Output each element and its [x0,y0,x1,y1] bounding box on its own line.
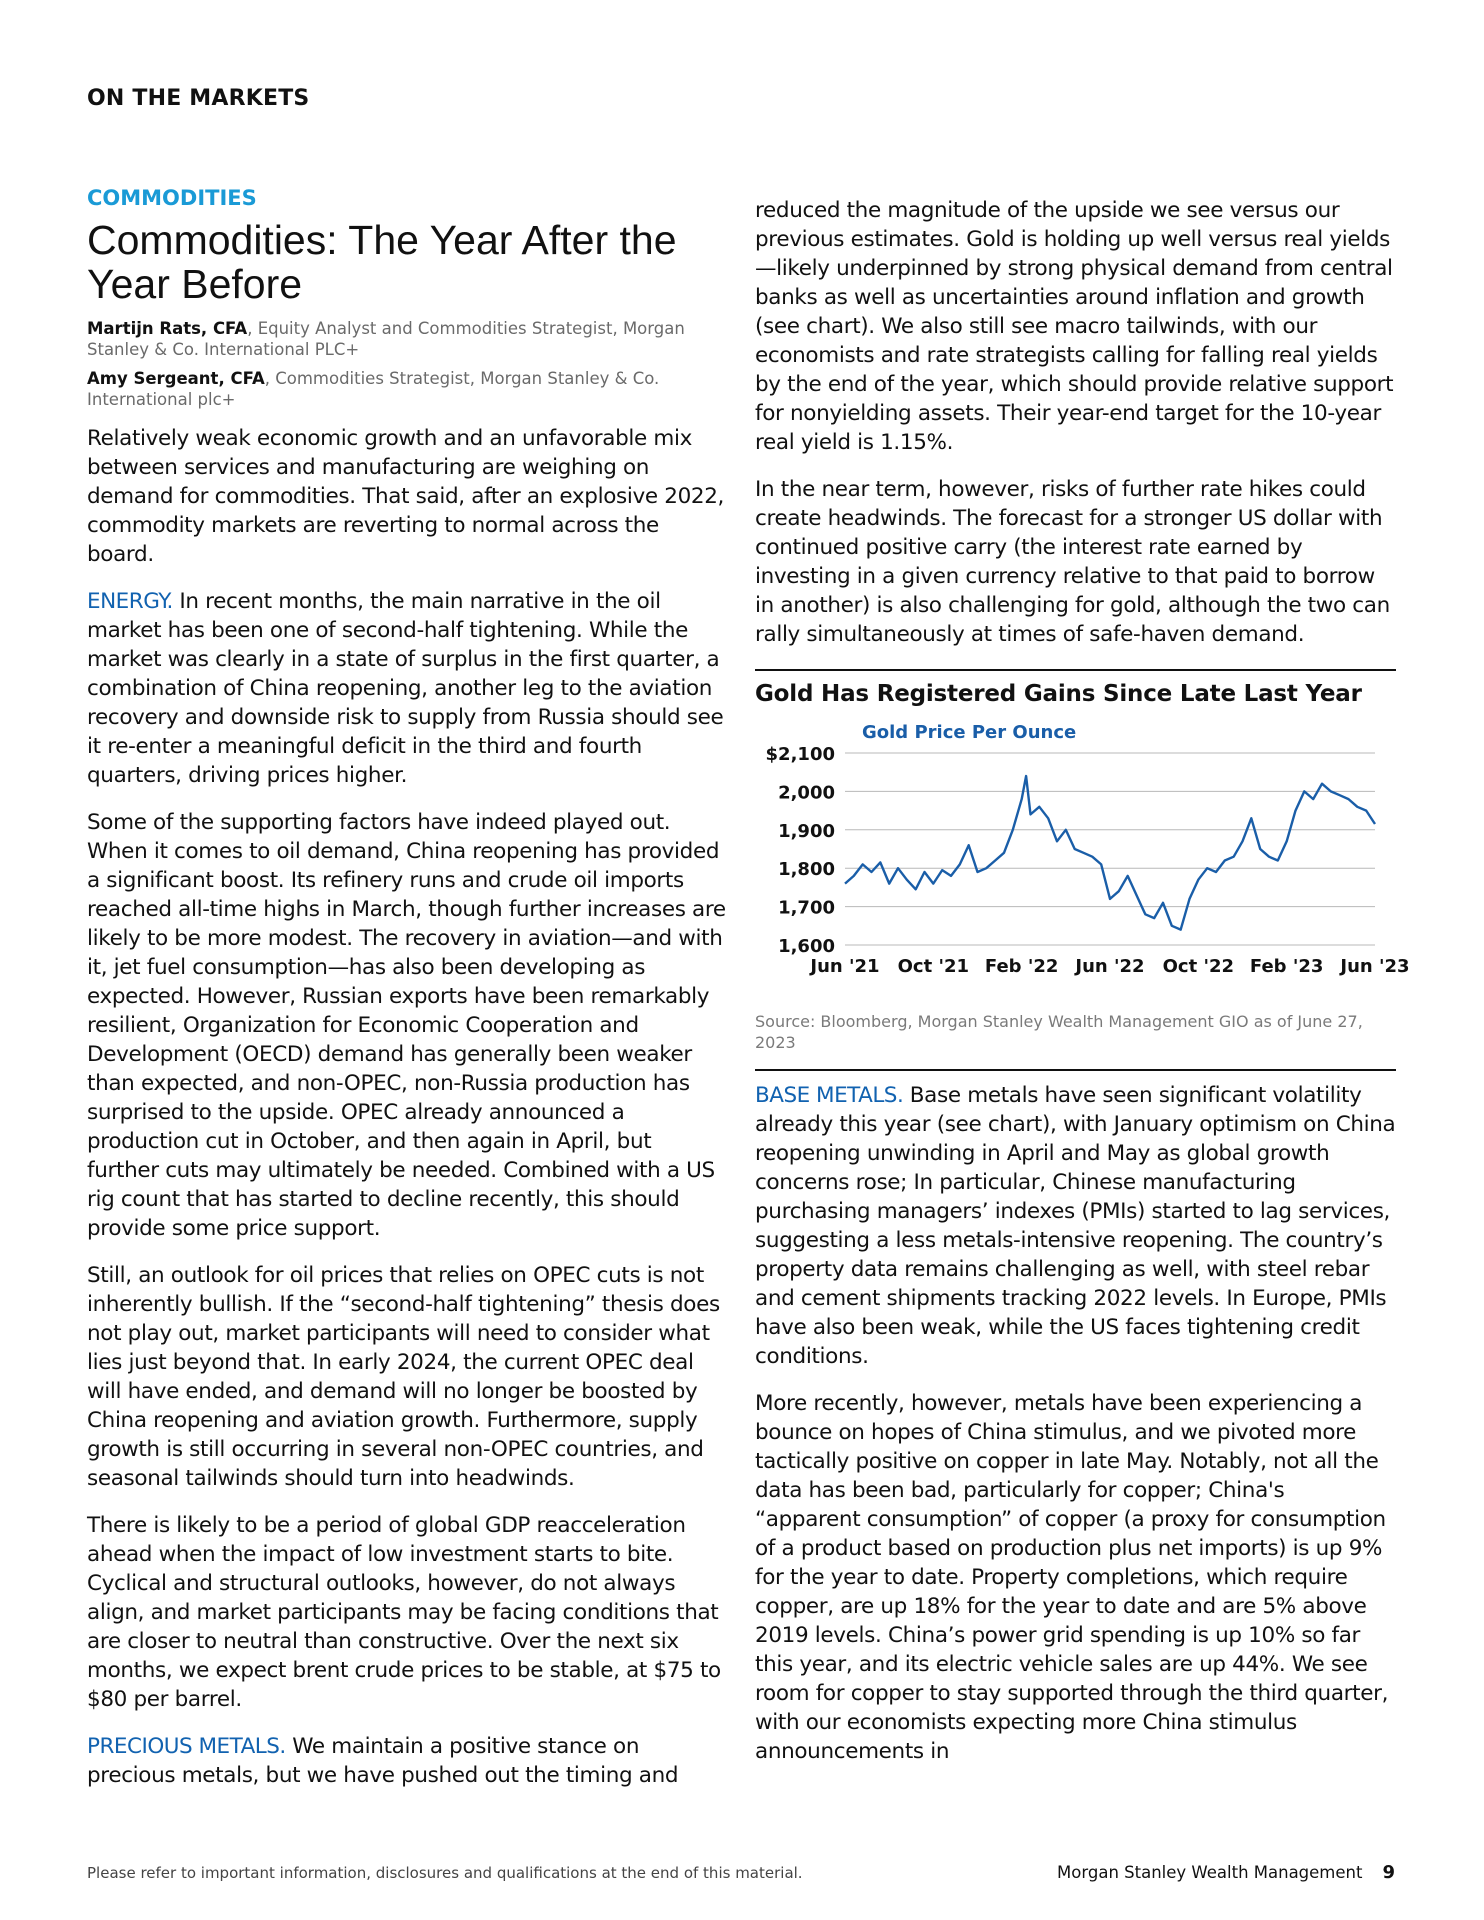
energy-paragraph-3: Still, an outlook for oil prices that relies on OPEC cuts is not inherently bullish. If the “second-half tightening” thesis does not play out, market participants will need to consider what lies just beyond that. In early 2024, the current OPEC deal will have ended, and demand will no longer be boosted by China reopening and aviation growth. Furthermore, supply growth is still occurring in several non-OPEC countries, and seasonal tailwinds should turn into headwinds. [87,1263,720,1491]
footer-disclaimer: Please refer to important information, disclosures and qualifications at the end of this material. [87,1864,803,1882]
energy-paragraph-2: Some of the supporting factors have indeed played out. When it comes to oil demand, China reopening has provided a significant boost. Its refinery runs and crude oil imports reached all-time highs in March, though further increases are likely to be more modest. The recovery in aviation—and with it, jet fuel consumption—has also been developing as expected. However, Russian exports have been remarkably resilient, Organization for Economic Cooperation and Development (OECD) demand has generally been weaker than expected, and non-OPEC, non-Russia production has surprised to the upside. OPEC already announced a production cut in October, and then again in April, but further cuts may ultimately be needed. Combined with a US rig count that has started to decline recently, this should provide some price support. [87,810,726,1241]
x-tick-label: Jun '23 [1340,956,1410,977]
footer-brand-block [1057,1862,1395,1883]
base-metals-lead: BASE METALS. [755,1083,904,1108]
y-tick-label: 1,600 [778,936,835,957]
chart-bottom-rule [755,1069,1396,1071]
chart-top-rule [755,669,1396,671]
energy-text: In recent months, the main narrative in the oil market has been one of second-half tightening. While the market was clearly in a state of surplus in the first quarter, a combination of China reopening, another leg to the aviation recovery and downside risk to supply from Russia should see it re-enter a meaningful deficit in the third and fourth quarters, driving prices higher. [87,589,724,788]
x-tick-label: Jun '21 [810,956,880,977]
x-tick-label: Oct '22 [1162,956,1235,977]
author-role: , Commodities Strategist, Morgan Stanley & Co. International plc+ [87,369,660,409]
precious-paragraph-cont: reduced the magnitude of the upside we see versus our previous estimates. Gold is holding up well versus real yields —likely underpinned by strong physical demand from central banks as well as uncertainties around inflation and growth (see chart). We also still see macro tailwinds, with our economists and rate strategists calling for falling real yields by the end of the year, which should provide relative support for nonyielding assets. Their year-end target for the 10-year real yield is 1.15%. [755,198,1394,455]
x-tick-label: Feb '22 [984,956,1059,977]
base-metals-paragraph [755,1081,1396,1371]
chart-svg [755,715,1410,1005]
y-tick-label: 2,000 [778,782,835,804]
energy-paragraph [87,587,727,790]
left-column [87,186,727,1808]
y-tick-label: 1,900 [778,820,835,842]
x-tick-label: Feb '23 [1249,956,1324,977]
author-byline [87,318,727,360]
x-tick-label: Oct '21 [897,956,970,977]
chart-source: Source: Bloomberg, Morgan Stanley Wealth Management GIO as of June 27, 2023 [755,1012,1363,1052]
intro-paragraph: Relatively weak economic growth and an unfavorable mix between services and manufacturing are weighing on demand for commodities. That said, after an explosive 2022, commodity markets are reverting to normal across the board. [87,426,725,567]
footer-brand: Morgan Stanley Wealth Management [1057,1863,1363,1882]
y-tick-label: $2,100 [765,744,835,765]
author-name: Amy Sergeant, CFA [87,369,265,388]
author-byline [87,368,727,410]
gold-price-chart [755,715,1410,1005]
article-title: Commodities: The Year After the Year Before [87,217,677,307]
chart-title: Gold Has Registered Gains Since Late Last Year [755,681,1362,707]
precious-lead: PRECIOUS METALS. [87,1734,286,1759]
x-tick-label: Jun '22 [1075,956,1145,977]
base-metals-text: Base metals have seen significant volatility already this year (see chart), with January optimism on China reopening unwinding in April and May as global growth concerns rose; In particular, Chinese manufacturing purchasing managers’ indexes (PMIs) started to lag services, suggesting a less metals-intensive reopening. The country’s property data remains challenging as well, with steel rebar and cement shipments tracking 2022 levels. In Europe, PMIs have also been weak, while the US faces tightening credit conditions. [755,1083,1396,1369]
energy-paragraph-4: There is likely to be a period of global GDP reacceleration ahead when the impact of low investment starts to bite. Cyclical and structural outlooks, however, do not always align, and market participants may be facing conditions that are closer to neutral than constructive. Over the next six months, we expect brent crude prices to be stable, at $75 to $80 per barrel. [87,1513,721,1712]
right-column [755,196,1410,1784]
author-name: Martijn Rats, CFA [87,319,248,338]
y-tick-label: 1,800 [778,859,835,881]
precious-paragraph-start [87,1732,727,1790]
page-number: 9 [1382,1862,1395,1883]
y-tick-label: 1,700 [778,897,835,919]
precious-text: We maintain a positive stance on precious metals, but we have pushed out the timing and [87,1734,679,1788]
base-metals-paragraph-2: More recently, however, metals have been experiencing a bounce on hopes of China stimulus, and we pivoted more tactically positive on copper in late May. Notably, not all the data has been bad, particularly for copper; China's “apparent consumption” of copper (a proxy for consumption of a product based on production plus net imports) is up 9% for the year to date. Property completions, which require copper, are up 18% for the year to date and are 5% above 2019 levels. China’s power grid spending is up 10% so far this year, and its electric vehicle sales are up 44%. We see room for copper to stay supported through the third quarter, with our economists expecting more China stimulus announcements in [755,1391,1389,1764]
energy-lead: ENERGY. [87,589,173,614]
chart-subtitle: Gold Price Per Ounce [862,722,1077,743]
author-role: , Equity Analyst and Commodities Strategist, Morgan Stanley & Co. International PLC+ [87,319,685,359]
precious-paragraph-2: In the near term, however, risks of further rate hikes could create headwinds. The forecast for a stronger US dollar with continued positive carry (the interest rate earned by investing in a given currency relative to that paid to borrow in another) is also challenging for gold, although the two can rally simultaneously at times of safe-haven demand. [755,477,1390,647]
page-header: ON THE MARKETS [87,86,310,111]
section-tag: COMMODITIES [87,186,257,210]
